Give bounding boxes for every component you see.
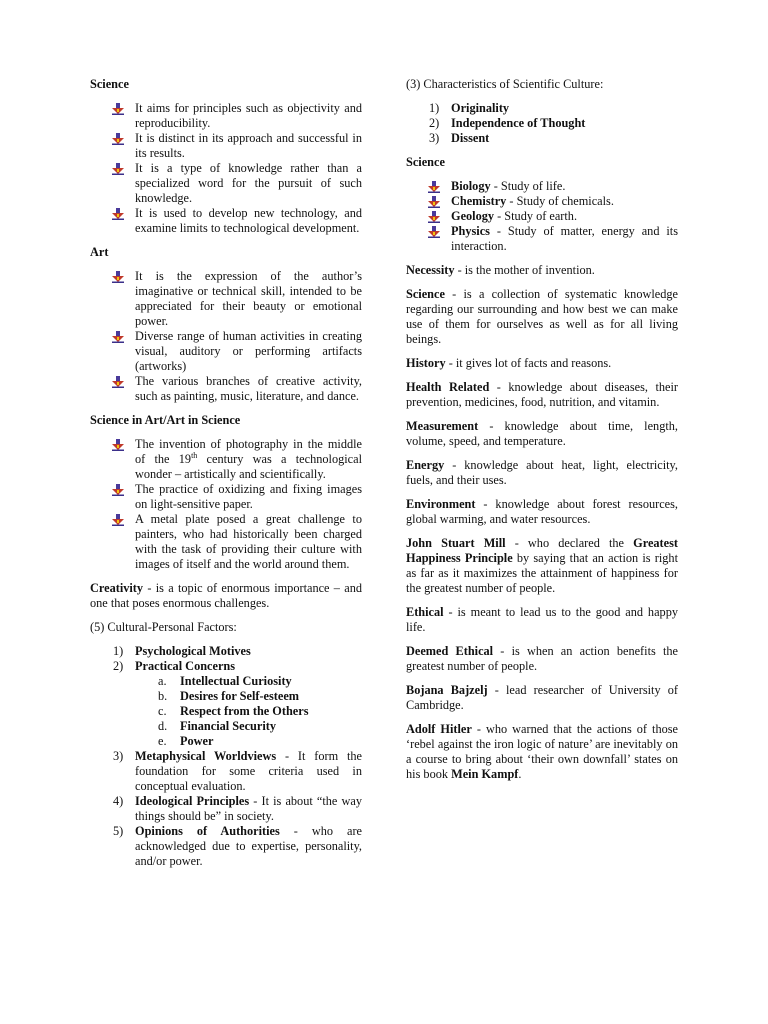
- characteristics-intro: (3) Characteristics of Scientific Culture:: [406, 77, 604, 91]
- sub-list-item: b. Desires for Self-esteem: [158, 689, 300, 703]
- characteristics-list: [406, 101, 678, 146]
- list-item: The practice of oxidizing and fixing images on light-sensitive paper.: [135, 482, 362, 512]
- arrow-bullet-icon: [112, 208, 124, 220]
- arrow-bullet-icon: [112, 484, 124, 496]
- definition-ethical: Ethical - is meant to lead us to the good and happy life.: [406, 605, 678, 634]
- arrow-bullet-icon: [428, 181, 440, 193]
- science-art-bullet-list: [90, 437, 362, 572]
- definition-bojana-bajzelj: Bojana Bajzelj - lead researcher of University of Cambridge.: [406, 683, 678, 712]
- list-item: Diverse range of human activities in creating visual, auditory or performing artifacts (artworks): [135, 329, 362, 374]
- list-item: 1) Originality: [429, 101, 510, 115]
- list-item: Geology - Study of earth.: [451, 209, 678, 224]
- arrow-bullet-icon: [112, 133, 124, 145]
- list-item: A metal plate posed a great challenge to painters, who had historically been charged with the task of providing their culture with images of itself and the world around them.: [135, 512, 362, 572]
- list-item: It is used to develop new technology, and examine limits to technological development.: [135, 206, 362, 236]
- list-item: It aims for principles such as objectivity and reproducibility.: [135, 101, 362, 131]
- list-item: The various branches of creative activity, such as painting, music, literature, and dance.: [135, 374, 362, 404]
- practical-concerns-sublist: [135, 674, 362, 749]
- section-heading-science-branches: Science: [406, 155, 445, 169]
- cultural-factors-intro: (5) Cultural-Personal Factors:: [90, 620, 237, 634]
- arrow-bullet-icon: [112, 271, 124, 283]
- list-item: It is the expression of the author’s imaginative or technical skill, intended to be appreciated for their beauty or emotional power.: [135, 269, 362, 329]
- definition-deemed-ethical: Deemed Ethical - is when an action benefits the greatest number of people.: [406, 644, 678, 673]
- sub-list-item: e. Power: [158, 734, 214, 748]
- left-column: [90, 77, 362, 878]
- list-item: It is distinct in its approach and successful in its results.: [135, 131, 362, 161]
- list-item: Physics - Study of matter, energy and its interaction.: [451, 224, 678, 254]
- arrow-bullet-icon: [428, 196, 440, 208]
- list-item: Chemistry - Study of chemicals.: [451, 194, 678, 209]
- list-item: 1) Psychological Motives: [113, 644, 251, 658]
- list-item: 2) Practical Concerns a. Intellectual Curiosity b. Desires for Self-esteem c. Respect from the Others d. Financial Security e. Power: [135, 659, 362, 749]
- arrow-bullet-icon: [112, 514, 124, 526]
- arrow-bullet-icon: [112, 331, 124, 343]
- cultural-factors-list: [90, 644, 362, 869]
- arrow-bullet-icon: [428, 211, 440, 223]
- definition-john-stuart-mill: John Stuart Mill - who declared the Greatest Happiness Principle by saying that an action is right as far as it maximizes the attainment of happiness for the greatest number of people.: [406, 536, 678, 595]
- list-item: 4) Ideological Principles - It is about “the way things should be” in society.: [113, 794, 363, 823]
- list-item: Biology - Study of life.: [451, 179, 678, 194]
- section-heading-science: Science: [90, 77, 129, 91]
- sub-list-item: c. Respect from the Others: [158, 704, 309, 718]
- definition-health-related: Health Related - knowledge about diseases, their prevention, medicines, food, nutrition, and vitamin.: [406, 380, 678, 409]
- list-item: 5) Opinions of Authorities - who are acknowledged due to expertise, personality, and/or power.: [113, 824, 362, 868]
- list-item: 3) Dissent: [429, 131, 490, 145]
- definition-environment: Environment - knowledge about forest resources, global warming, and water resources.: [406, 497, 678, 526]
- definition-measurement: Measurement - knowledge about time, length, volume, speed, and temperature.: [406, 419, 678, 448]
- section-heading-art: Art: [90, 245, 109, 259]
- definition-science: Science - is a collection of systematic knowledge regarding our surrounding and how best we can make use of them for ourselves as well as for all living beings.: [406, 287, 678, 346]
- arrow-bullet-icon: [112, 163, 124, 175]
- sub-list-item: d. Financial Security: [158, 719, 276, 733]
- science-bullet-list: [90, 101, 362, 236]
- arrow-bullet-icon: [428, 226, 440, 238]
- sub-list-item: a. Intellectual Curiosity: [158, 674, 292, 688]
- arrow-bullet-icon: [112, 439, 124, 451]
- definition-necessity: Necessity - is the mother of invention.: [406, 263, 595, 277]
- definition-history: History - it gives lot of facts and reasons.: [406, 356, 612, 370]
- right-column: [406, 77, 678, 791]
- definition-adolf-hitler: Adolf Hitler - who warned that the actions of those ‘rebel against the iron logic of nature’ are inevitably on a course to bring about ‘their own downfall’ states on his book Mein Kampf.: [406, 722, 678, 781]
- arrow-bullet-icon: [112, 103, 124, 115]
- science-branches-list: [406, 179, 678, 254]
- arrow-bullet-icon: [112, 376, 124, 388]
- definition-energy: Energy - knowledge about heat, light, electricity, fuels, and their uses.: [406, 458, 678, 487]
- list-item: 2) Independence of Thought: [429, 116, 586, 130]
- section-heading-science-art: Science in Art/Art in Science: [90, 413, 241, 427]
- list-item: The invention of photography in the middle of the 19th century was a technological wonder – artistically and scientifically.: [135, 437, 362, 482]
- art-bullet-list: [90, 269, 362, 404]
- creativity-definition: Creativity - is a topic of enormous importance – and one that poses enormous challenges.: [90, 581, 362, 610]
- list-item: It is a type of knowledge rather than a specialized word for the pursuit of such knowledge.: [135, 161, 362, 206]
- list-item: 3) Metaphysical Worldviews - It form the foundation for some criteria used in conceptual evaluation.: [113, 749, 362, 793]
